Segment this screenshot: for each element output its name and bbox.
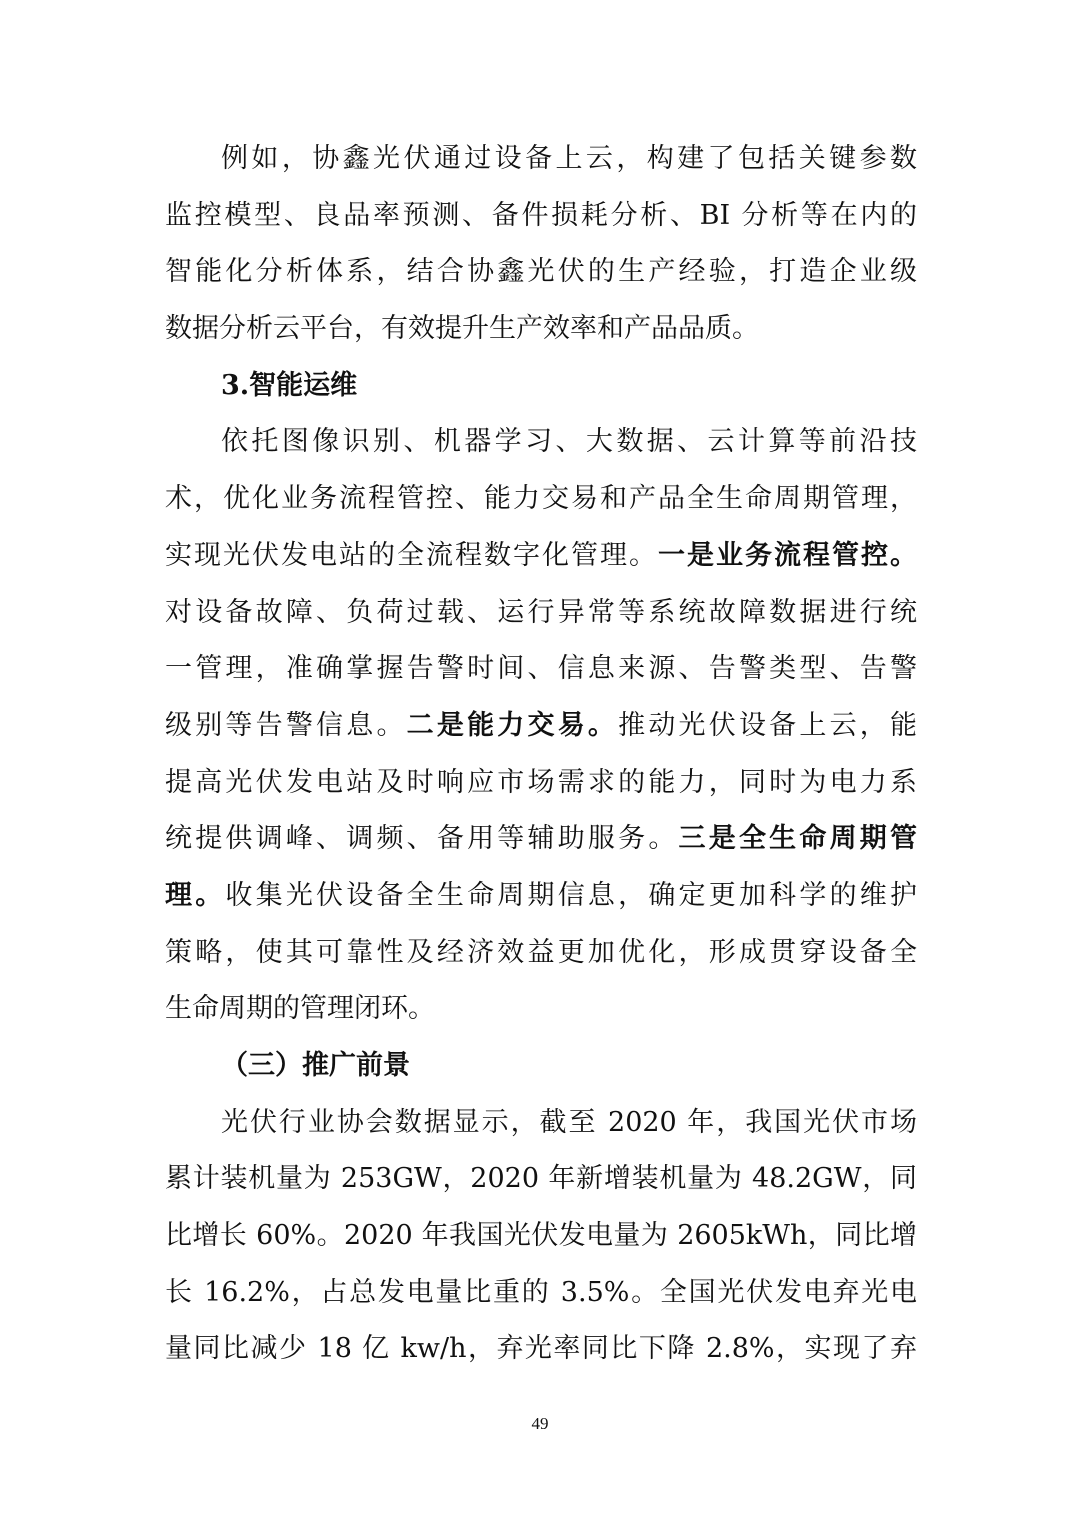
- text-line: 依托图像识别、机器学习、大数据、云计算等前沿技: [221, 426, 917, 458]
- text-line: 累计装机量为 253GW，2020 年新增装机量为 48.2GW，同: [165, 1163, 917, 1195]
- section-heading-smart-ops: 3.智能运维: [221, 369, 358, 401]
- text-line: [165, 868, 917, 925]
- text-line: 策略，使其可靠性及经济效益更加优化，形成贯穿设备全: [165, 936, 917, 968]
- bold-keyword: 理。: [165, 879, 226, 911]
- text-line: 智能化分析体系，结合协鑫光伏的生产经验，打造企业级: [165, 256, 917, 288]
- text-span: 级别等告警信息。: [165, 709, 407, 741]
- text-line: [165, 528, 917, 585]
- text-line: 数据分析云平台，有效提升生产效率和产品品质。: [165, 313, 759, 345]
- text-line: 提高光伏发电站及时响应市场需求的能力，同时为电力系: [165, 766, 917, 798]
- paragraph-smart-ops: [165, 414, 917, 1038]
- text-span: 推动光伏设备上云，能: [618, 709, 918, 741]
- section-heading-prospect: （三）推广前景: [221, 1050, 410, 1081]
- text-line: 光伏行业协会数据显示，截至 2020 年，我国光伏市场: [221, 1106, 917, 1138]
- text-line: 长 16.2%，占总发电量比重的 3.5%。全国光伏发电弃光电: [165, 1276, 917, 1308]
- text-line: 比增长 60%。2020 年我国光伏发电量为 2605kWh，同比增: [165, 1220, 917, 1252]
- text-span: 收集光伏设备全生命周期信息，确定更加科学的维护: [225, 879, 918, 911]
- text-line: 术，优化业务流程管控、能力交易和产品全生命周期管理，: [165, 483, 917, 515]
- text-line: 生命周期的管理闭环。: [165, 993, 435, 1025]
- paragraph-prospect: [165, 1095, 917, 1378]
- document-body: [165, 131, 917, 1378]
- text-line: 监控模型、良品率预测、备件损耗分析、BI 分析等在内的: [165, 199, 917, 231]
- text-line: 一管理，准确掌握告警时间、信息来源、告警类型、告警: [165, 653, 917, 685]
- text-line: 量同比减少 18 亿 kw/h，弃光率同比下降 2.8%，实现了弃: [165, 1333, 917, 1365]
- text-span: 统提供调峰、调频、备用等辅助服务。: [165, 823, 679, 855]
- bold-keyword: 一是业务流程管控。: [658, 539, 917, 571]
- text-line: 例如，协鑫光伏通过设备上云，构建了包括关键参数: [221, 143, 917, 174]
- page-number: 49: [531, 1414, 549, 1433]
- text-line: [165, 811, 917, 868]
- text-line: 对设备故障、负荷过载、运行异常等系统故障数据进行统: [165, 596, 917, 628]
- bold-keyword: 二是能力交易。: [406, 709, 619, 741]
- bold-keyword: 三是全生命周期管: [678, 823, 918, 855]
- paragraph-gcl-example: [165, 131, 917, 358]
- text-line: [165, 698, 917, 755]
- text-span: 实现光伏发电站的全流程数字化管理。: [165, 539, 658, 571]
